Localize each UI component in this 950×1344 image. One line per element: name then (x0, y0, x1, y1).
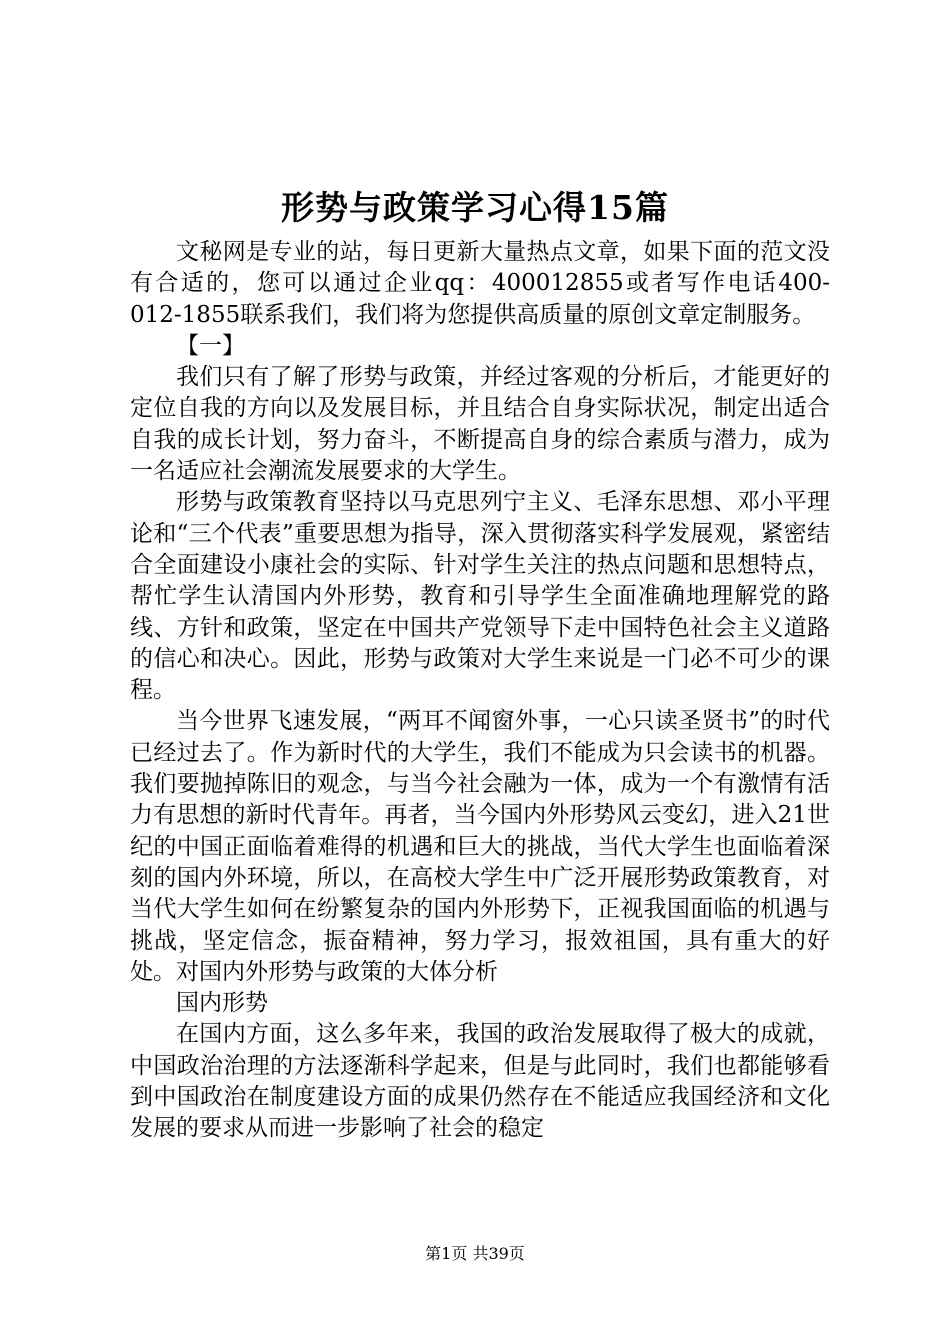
subheading-domestic-situation: 国内形势 (176, 990, 268, 1017)
document-title: 形势与政策学习心得15篇 (281, 188, 669, 227)
section-heading-one: 【一】 (176, 332, 245, 359)
body-paragraph: 当今世界飞速发展，“两耳不闻窗外事，一心只读圣贤书”的时代已经过去了。作为新时代的大学生，我们不能成为只会读书的机器。我们要抛掉陈旧的观念，与当今社会融为一体，成为一个有激情有活力有思想的新时代青年。再者，当今国内外形势风云变幻，进入21世纪的中国正面临着难得的机遇和巨大的挑战，当代大学生也面临着深刻的国内外环境，所以，在高校大学生中广泛开展形势政策教育，对当代大学生如何在纷繁复杂的国内外形势下，正视我国面临的机遇与挑战，坚定信念，振奋精神，努力学习，报效祖国，具有重大的好处。对国内外形势与政策的大体分析 (130, 708, 830, 985)
intro-paragraph: 文秘网是专业的站，每日更新大量热点文章，如果下面的范文没有合适的，您可以通过企业qq：400012855或者写作电话400-012-1855联系我们，我们将为您提供高质量的原创文章定制服务。 (130, 239, 830, 328)
page-number-footer: 第1页 共39页 (425, 1244, 525, 1263)
body-paragraph: 形势与政策教育坚持以马克思列宁主义、毛泽东思想、邓小平理论和“三个代表”重要思想为指导，深入贯彻落实科学发展观，紧密结合全面建设小康社会的实际、针对学生关注的热点问题和思想特点，帮忙学生认清国内外形势，教育和引导学生全面准确地理解党的路线、方针和政策，坚定在中国共产党领导下走中国特色社会主义道路的信心和决心。因此，形势与政策对大学生来说是一门必不可少的课程。 (130, 489, 830, 704)
document-body (130, 237, 830, 1145)
body-paragraph: 我们只有了解了形势与政策，并经过客观的分析后，才能更好的定位自我的方向以及发展目标，并且结合自身实际状况，制定出适合自我的成长计划，努力奋斗，不断提高自身的综合素质与潜力，成为一名适应社会潮流发展要求的大学生。 (130, 364, 830, 485)
body-paragraph: 在国内方面，这么多年来，我国的政治发展取得了极大的成就，中国政治治理的方法逐渐科学起来，但是与此同时，我们也都能够看到中国政治在制度建设方面的成果仍然存在不能适应我国经济和文化发展的要求从而进一步影响了社会的稳定 (130, 1021, 830, 1142)
